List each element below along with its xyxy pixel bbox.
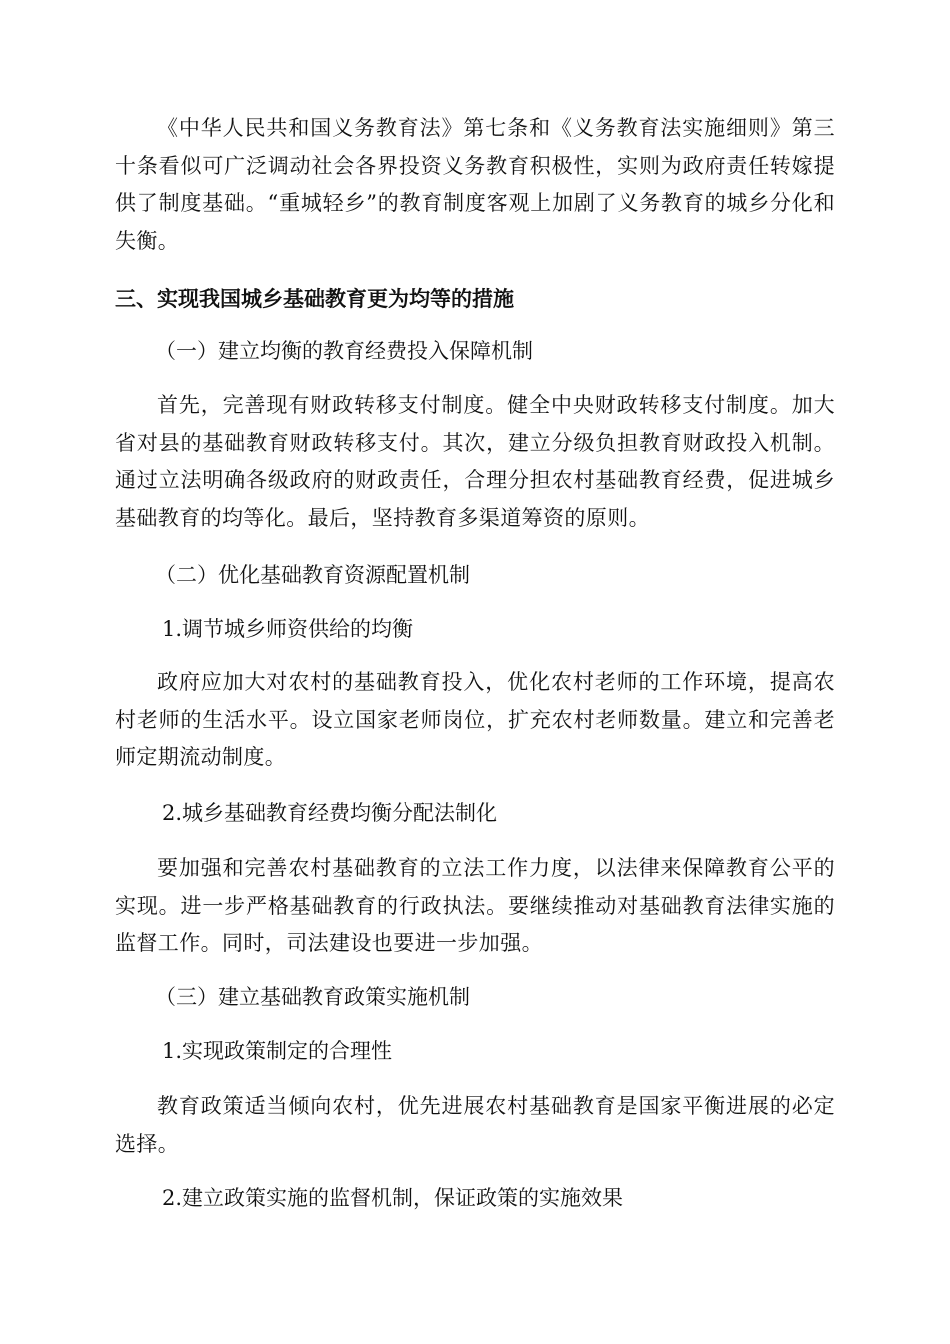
subheading-3: （三）建立基础教育政策实施机制 xyxy=(155,985,470,1009)
subheading-2: （二）优化基础教育资源配置机制 xyxy=(155,563,470,587)
paragraph-funding-mechanism: 首先，完善现有财政转移支付制度。健全中央财政转移支付制度。加大省对县的基础教育财政转移支付。其次，建立分级负担教育财政投入机制。通过立法明确各级政府的财政责任，合理分担农村基础教育经费，促进城乡基础教育的均等化。最后，坚持教育多渠道筹资的原则。 xyxy=(115,393,835,530)
numbered-item-2-2: 2.城乡基础教育经费均衡分配法制化 xyxy=(162,801,498,825)
paragraph-teacher-supply: 政府应加大对农村的基础教育投入，优化农村老师的工作环境，提高农村老师的生活水平。设立国家老师岗位，扩充农村老师数量。建立和完善老师定期流动制度。 xyxy=(115,670,835,769)
numbered-item-3-2: 2.建立政策实施的监督机制，保证政策的实施效果 xyxy=(162,1186,624,1210)
paragraph-policy-rural: 教育政策适当倾向农村，优先进展农村基础教育是国家平衡进展的必定选择。 xyxy=(115,1094,835,1156)
numbered-item-2-1: 1.调节城乡师资供给的均衡 xyxy=(162,617,414,641)
section-heading-3: 三、实现我国城乡基础教育更为均等的措施 xyxy=(115,287,514,311)
subheading-1: （一）建立均衡的教育经费投入保障机制 xyxy=(155,339,533,363)
paragraph-legislation: 要加强和完善农村基础教育的立法工作力度，以法律来保障教育公平的实现。进一步严格基础教育的行政执法。要继续推动对基础教育法律实施的监督工作。同时，司法建设也要进一步加强。 xyxy=(115,856,835,955)
numbered-item-3-1: 1.实现政策制定的合理性 xyxy=(162,1039,393,1063)
paragraph-compulsory-education-law: 《中华人民共和国义务教育法》第七条和《义务教育法实施细则》第三十条看似可广泛调动社会各界投资义务教育积极性，实则为政府责任转嫁提供了制度基础。“重城轻乡”的教育制度客观上加剧了义务教育的城乡分化和失衡。 xyxy=(115,116,835,253)
